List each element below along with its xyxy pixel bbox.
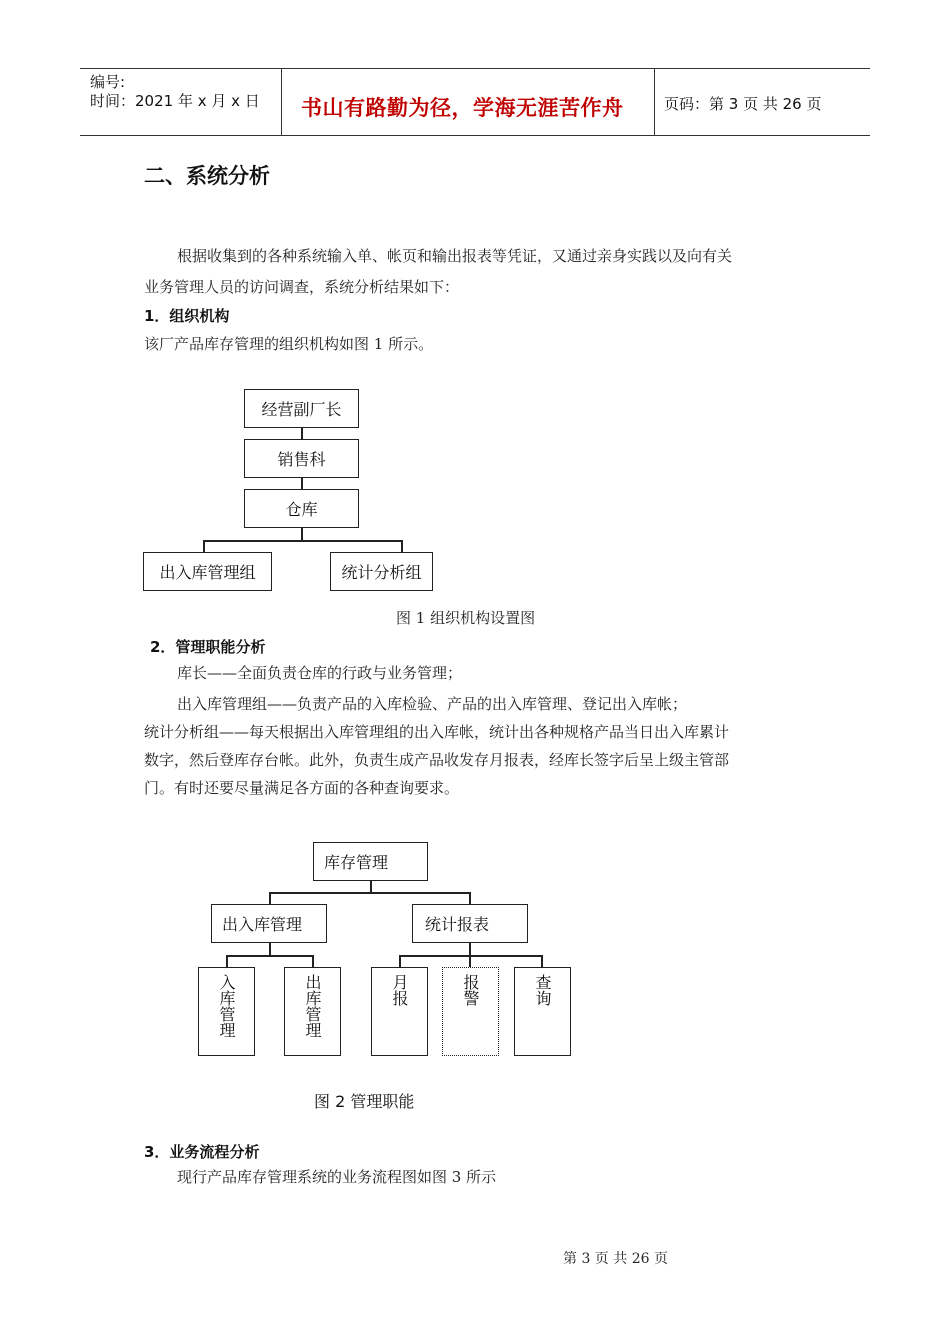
motto: 书山有路勤为径，学海无涯苦作舟 (301, 96, 624, 120)
org-box-warehouse: 仓库 (244, 489, 359, 528)
time-label: 时间：2021 年 x 月 x 日 (90, 92, 260, 110)
paragraph: 门。有时还要尽量满足各方面的各种查询要求。 (144, 779, 460, 797)
intro-line: 业务管理人员的访问调查，系统分析结果如下： (144, 278, 460, 296)
connector-line (469, 943, 471, 955)
figure-caption: 图 2 管理职能 (314, 1092, 415, 1111)
func-box-io: 出入库管理 (211, 904, 327, 943)
page-footer: 第 3 页 共 26 页 (563, 1251, 668, 1267)
connector-line (269, 892, 470, 894)
func-box-monthly: 月报 (371, 967, 428, 1056)
subsection-title: 2．管理职能分析 (150, 638, 266, 656)
connector-line (401, 540, 403, 552)
connector-line (469, 892, 471, 904)
connector-line (203, 540, 205, 552)
section-title: 二、系统分析 (144, 164, 270, 188)
intro-line: 根据收集到的各种系统输入单、帐页和输出报表等凭证，又通过亲身实践以及向有关 (177, 247, 733, 265)
connector-line (399, 955, 542, 957)
figure-caption: 图 1 组织机构设置图 (396, 609, 536, 627)
paragraph: 出入库管理组——负责产品的入库检验、产品的出入库管理、登记出入库帐； (177, 695, 688, 713)
connector-line (226, 955, 228, 967)
connector-line (301, 478, 303, 489)
connector-line (469, 955, 471, 967)
header-bottom-rule (80, 135, 870, 136)
paragraph: 现行产品库存管理系统的业务流程图如图 3 所示 (177, 1168, 497, 1186)
connector-line (370, 881, 372, 892)
func-box-root: 库存管理 (313, 842, 428, 881)
connector-line (312, 955, 314, 967)
connector-line (226, 955, 313, 957)
paragraph: 统计分析组——每天根据出入库管理组的出入库帐，统计出各种规格产品当日出入库累计 (144, 723, 730, 741)
paragraph: 库长——全面负责仓库的行政与业务管理； (177, 664, 463, 682)
connector-line (203, 540, 402, 542)
org-box-stats-group: 统计分析组 (330, 552, 433, 591)
connector-line (301, 428, 303, 439)
org-box-vp: 经营副厂长 (244, 389, 359, 428)
subsection-title: 1．组织机构 (144, 307, 230, 325)
connector-line (301, 528, 303, 540)
serial-label: 编号: (90, 73, 126, 91)
paragraph: 数字，然后登库存台帐。此外，负责生成产品收发存月报表，经库长签字后呈上级主管部 (144, 751, 730, 769)
func-box-stats: 统计报表 (412, 904, 528, 943)
header-divider (281, 68, 282, 136)
org-box-sales: 销售科 (244, 439, 359, 478)
connector-line (269, 892, 271, 904)
func-box-out: 出库管理 (284, 967, 341, 1056)
header-top-rule (80, 68, 870, 69)
connector-line (541, 955, 543, 967)
func-box-alarm: 报警 (442, 967, 499, 1056)
paragraph: 该厂产品库存管理的组织机构如图 1 所示。 (144, 335, 434, 353)
func-box-in: 入库管理 (198, 967, 255, 1056)
subsection-title: 3．业务流程分析 (144, 1143, 260, 1161)
connector-line (399, 955, 401, 967)
org-box-io-group: 出入库管理组 (143, 552, 272, 591)
connector-line (269, 943, 271, 955)
header-divider (654, 68, 655, 136)
page-info: 页码：第 3 页 共 26 页 (664, 95, 822, 113)
func-box-query: 查询 (514, 967, 571, 1056)
